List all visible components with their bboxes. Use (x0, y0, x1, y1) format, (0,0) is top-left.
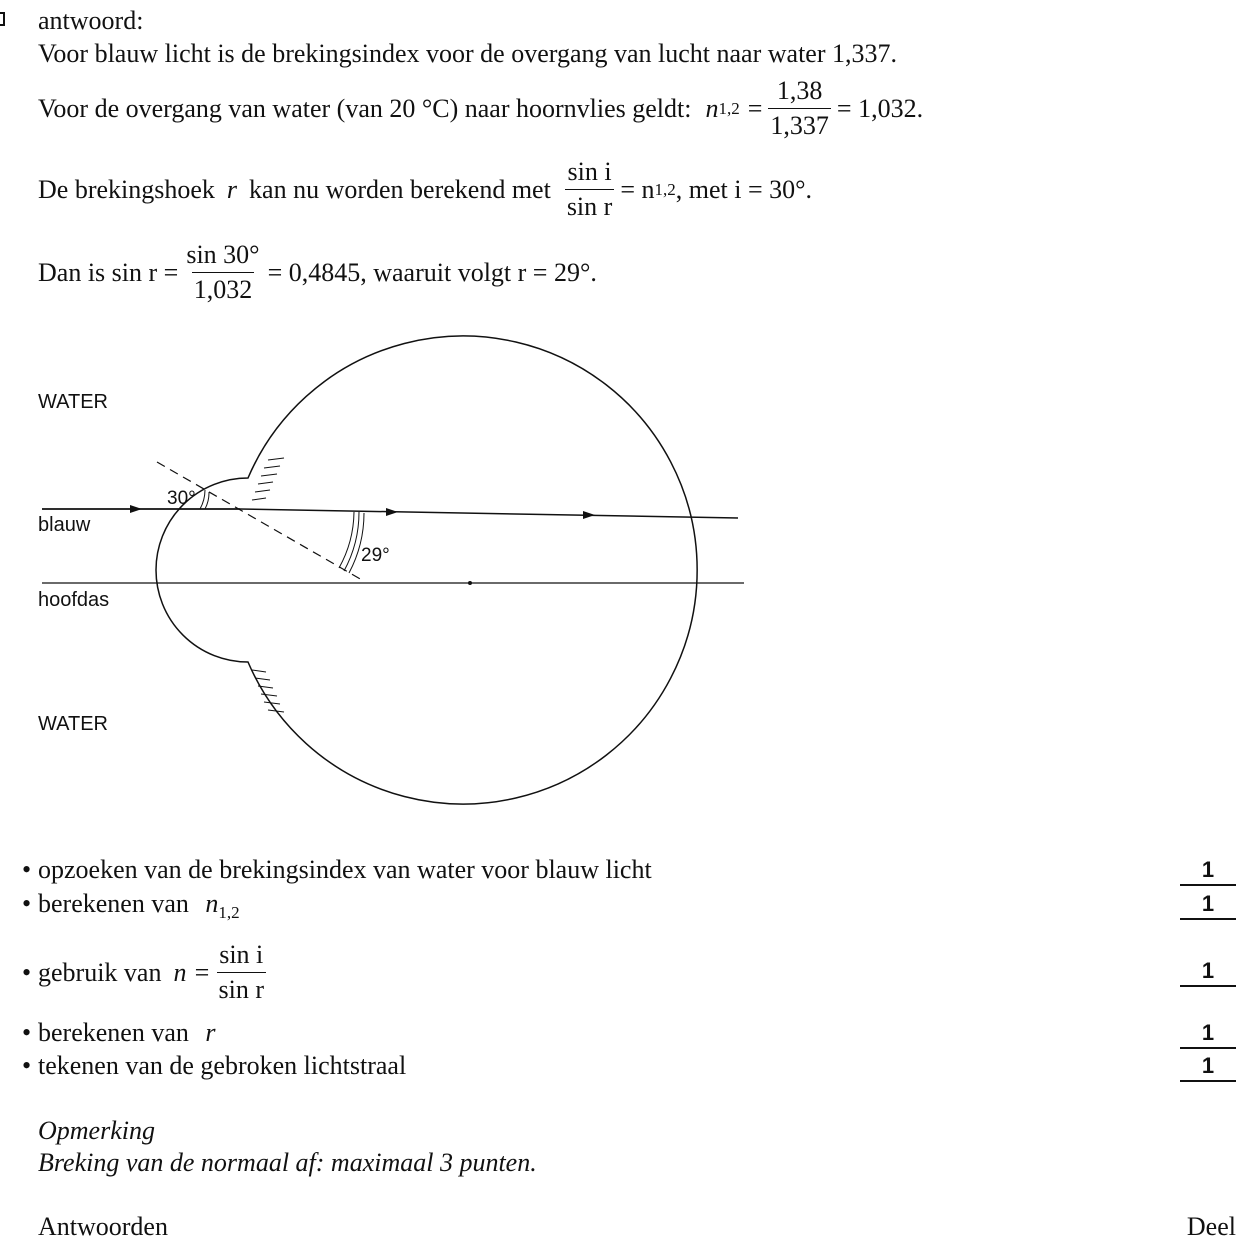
fraction-sin-r (184, 240, 261, 305)
fraction-numerator: sin 30° (186, 240, 260, 269)
fraction-n12 (768, 76, 831, 141)
scoring-item: • tekenen van de gebroken lichtstraal (22, 1051, 407, 1080)
scoring-item-text: tekenen van de gebroken lichtstraal (38, 1051, 407, 1080)
eye-diagram (0, 330, 760, 830)
fraction-snell (565, 157, 615, 222)
intro-line-4-text: Dan is sin r = (38, 257, 179, 287)
eye-outline (156, 336, 697, 804)
score-points: 1 (1180, 959, 1236, 987)
intro-line-4-tail: = 0,4845, waaruit volgt r = 29°. (267, 257, 597, 287)
label-angle-30: 30° (167, 488, 196, 509)
fraction-numerator: 1,38 (776, 76, 823, 105)
fraction-denominator: sin r (217, 972, 267, 1005)
scoring-item-text: berekenen van (38, 889, 189, 918)
intro-line-1: Voor blauw licht is de brekingsindex voor de overgang van lucht naar water 1,337. (38, 39, 897, 68)
scoring-formula-lhs: n = (173, 957, 211, 987)
intro-line-3-text2: kan nu worden berekend met (249, 174, 551, 204)
angle-arc-incidence (200, 490, 205, 509)
hatching-top (252, 458, 284, 500)
footer-right: Deel (1186, 1212, 1236, 1241)
fraction-numerator: sin i (219, 940, 264, 969)
refracted-ray (240, 509, 738, 518)
scoring-fraction (217, 940, 267, 1005)
score-points: 1 (1180, 858, 1236, 886)
snell-subscript: 1,2 (654, 179, 676, 199)
fraction-denominator: 1,032 (192, 272, 255, 305)
arrow-icon (130, 505, 142, 513)
label-blauw: blauw (38, 514, 91, 536)
intro-line-4 (38, 240, 597, 305)
snell-tail: , met i = 30°. (675, 174, 813, 204)
checkbox-icon (0, 12, 5, 26)
label-water-top: WATER (38, 391, 108, 413)
fraction-denominator: 1,337 (768, 108, 831, 141)
scoring-item-text: gebruik van (38, 957, 162, 987)
scoring-item-var: n (205, 889, 219, 918)
label-water-bottom: WATER (38, 713, 108, 735)
label-angle-29: 29° (361, 545, 390, 566)
arrow-icon (386, 508, 398, 516)
fraction-denominator: sin r (565, 189, 615, 222)
scoring-item-text: berekenen van (38, 1018, 189, 1047)
intro-line-2 (38, 76, 923, 141)
scoring-item: • opzoeken van de brekingsindex van water voor blauw licht (22, 855, 652, 884)
answer-label: antwoord: (38, 6, 144, 35)
score-points: 1 (1180, 892, 1236, 920)
scoring-item-sub: 1,2 (218, 903, 240, 922)
scoring-item-var: r (205, 1018, 216, 1047)
score-points: 1 (1180, 1054, 1236, 1082)
scoring-item-text: opzoeken van de brekingsindex van water voor blauw licht (38, 855, 652, 884)
hatching-bottom (252, 670, 284, 712)
scoring-item: • berekenen van $n_{1,2}$ (22, 889, 240, 922)
intro-line-3 (38, 157, 812, 222)
center-dot (468, 581, 472, 585)
n-symbol: n (705, 93, 719, 123)
intro-line-3-text: De brekingshoek (38, 174, 215, 204)
score-points: 1 (1180, 1021, 1236, 1049)
scoring-item: • berekenen van r (22, 1018, 216, 1047)
angle-arc-refraction (339, 512, 354, 568)
scoring-item: • gebruik van n = $\frac{\text{sin i}}{\text{sin r}}$ (22, 940, 265, 1004)
remark-text: Breking van de normaal af: maximaal 3 punten. (38, 1148, 537, 1177)
arrow-icon (583, 511, 595, 519)
label-hoofdas: hoofdas (38, 589, 110, 611)
r-symbol: r (226, 174, 238, 204)
normal-line (157, 462, 362, 580)
fraction-numerator: sin i (567, 157, 612, 186)
intro-line-2-text: Voor de overgang van water (van 20 °C) naar hoornvlies geldt: (38, 93, 692, 123)
equals-sign: = (747, 93, 763, 123)
remark-title: Opmerking (38, 1116, 155, 1145)
snell-eq: = n (620, 174, 655, 204)
fraction-result: = 1,032. (836, 93, 924, 123)
n-subscript: 1,2 (718, 98, 740, 118)
footer-left: Antwoorden (38, 1212, 168, 1241)
